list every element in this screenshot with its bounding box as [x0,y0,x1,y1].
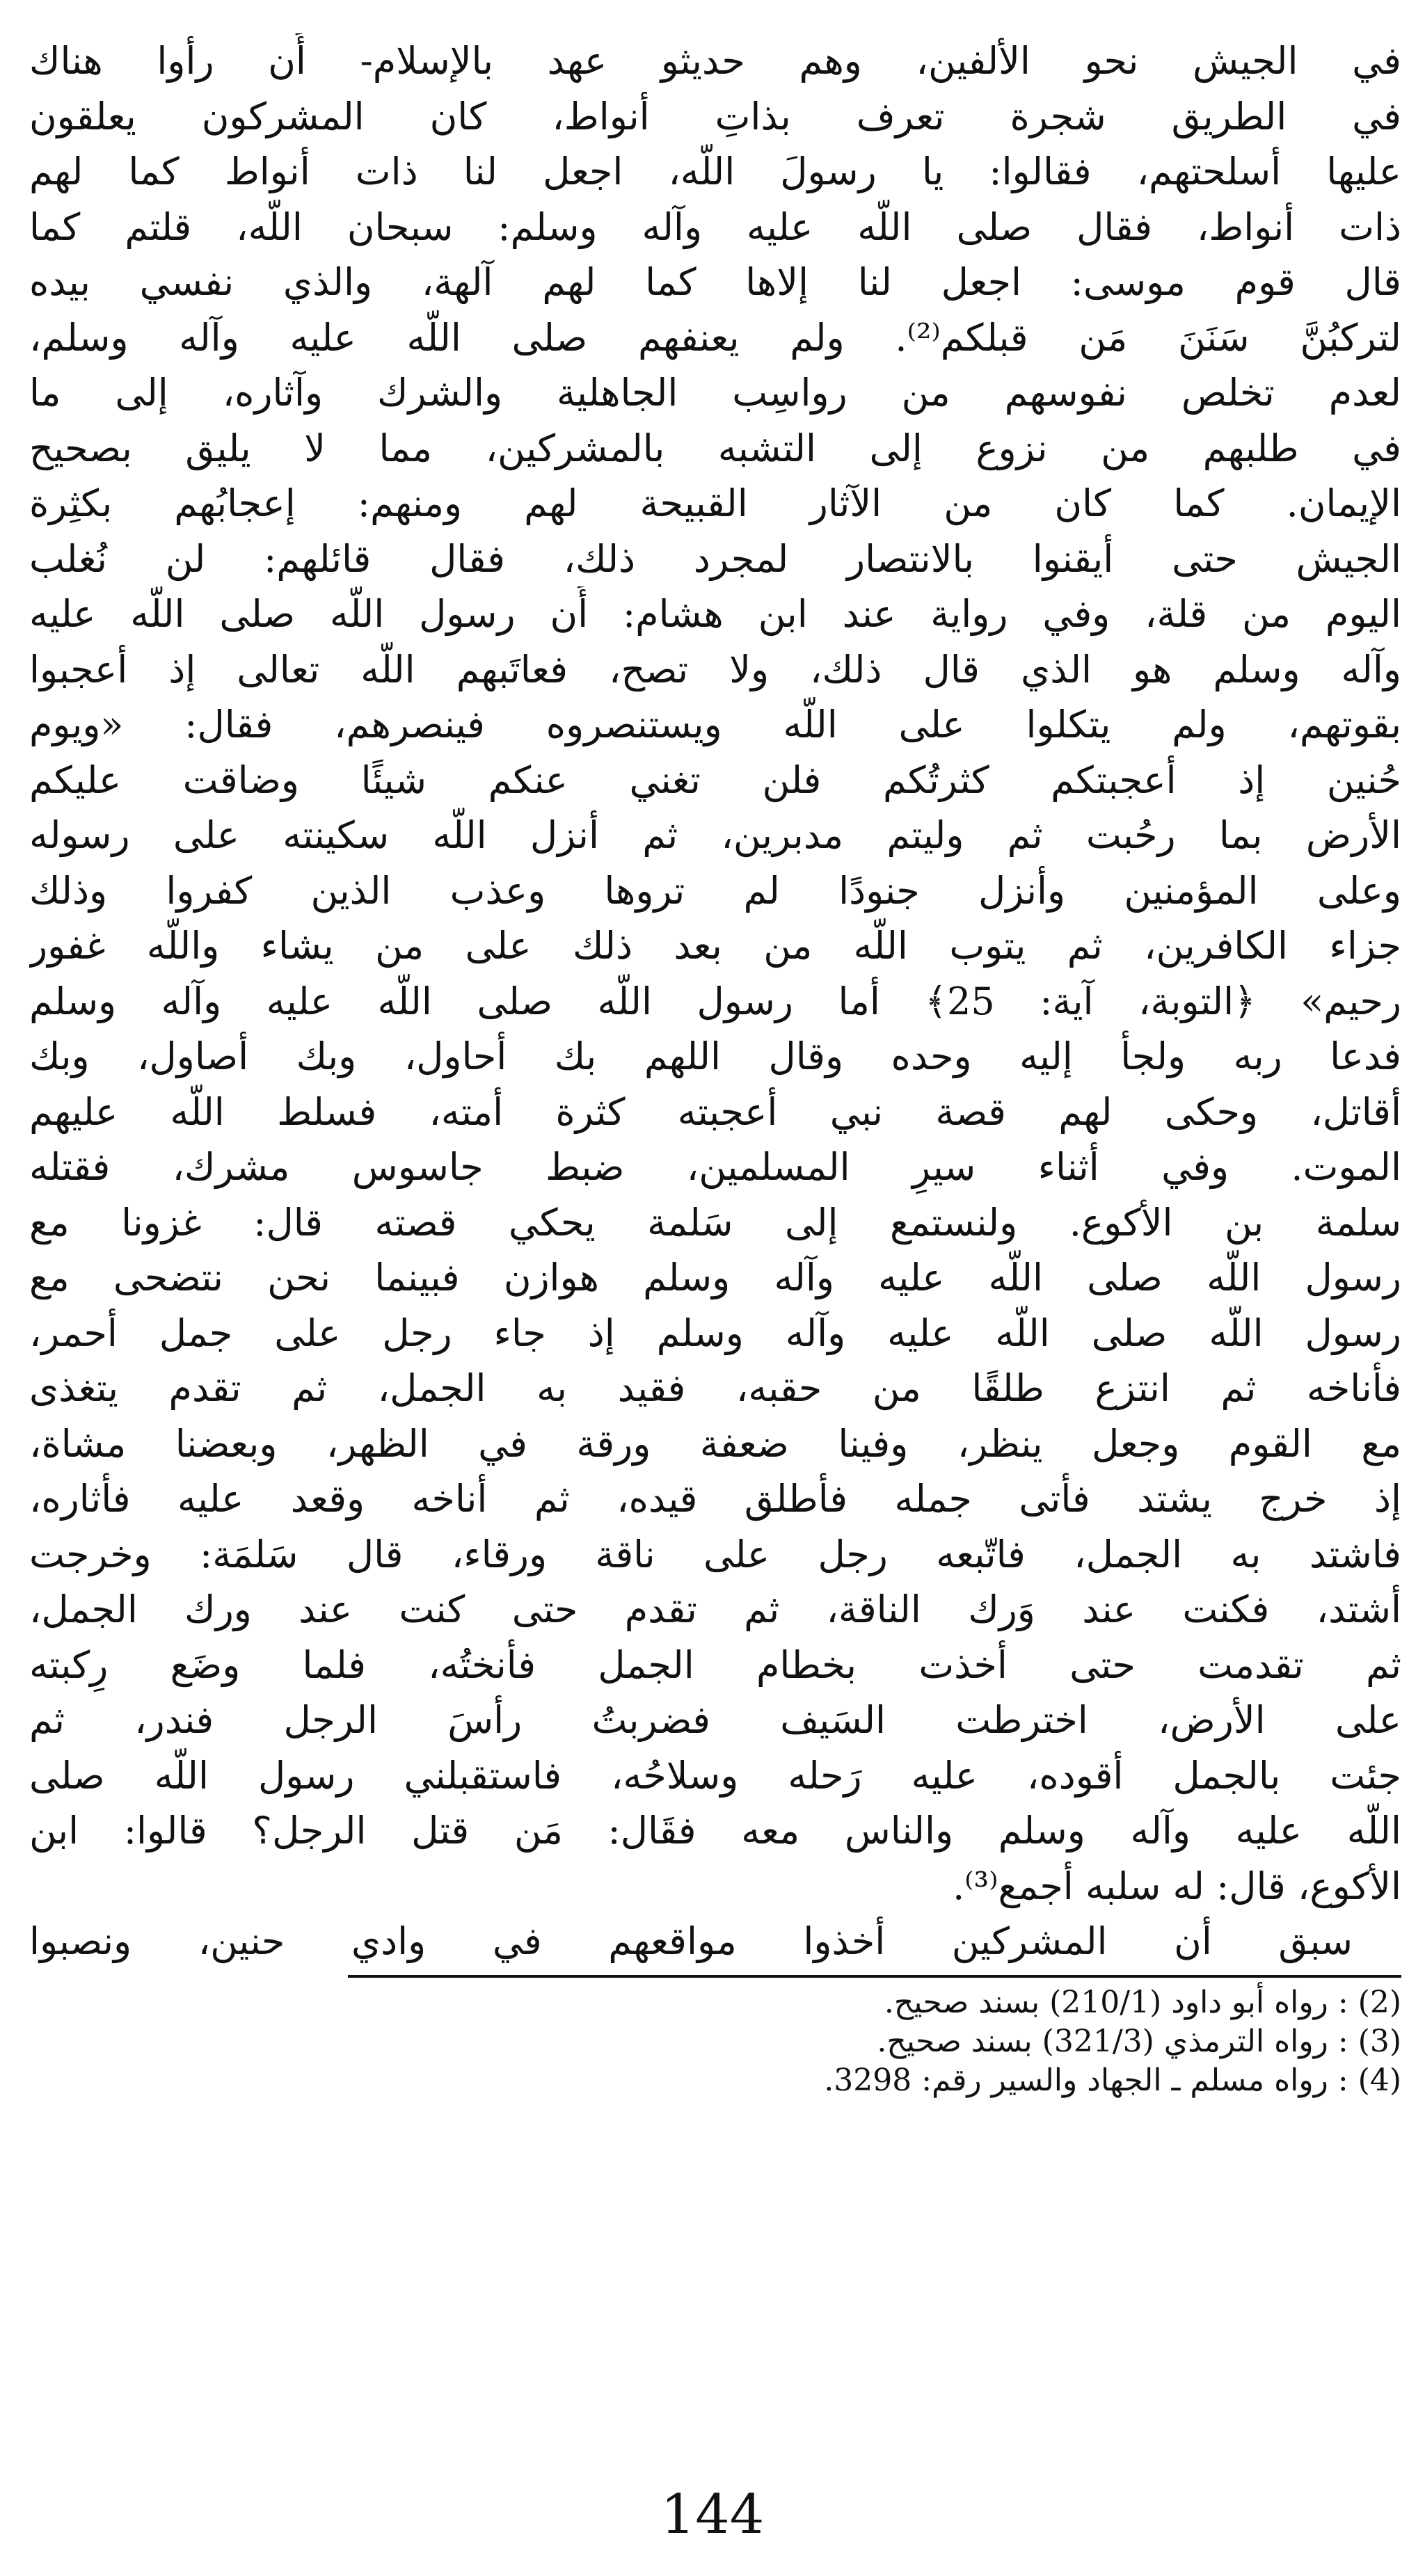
text-line: على الأرض، اخترطت السَيف فضربتُ رأسَ الرجل فندر، ثم [29,1698,1401,1742]
text-line: الأرض بما رحُبت ثم وليتم مدبرين، ثم أنزل اللّه سكينته على رسوله [29,813,1401,857]
text-line: في الطريق شجرة تعرف بذاتِ أنواط، كان المشركون يعلقون [29,94,1401,138]
text-line: رحيم» ﴿التوبة، آية: 25﴾ أما رسول اللّه صلى اللّه عليه وآله وسلم [29,979,1401,1023]
text-line: وآله وسلم هو الذي قال ذلك، ولا تصح، فعاتَبهم اللّه تعالى إذ أعجبوا [29,647,1401,691]
footnotes [29,1983,1401,2100]
text-line: مع القوم وجعل ينظر، وفينا ضعفة ورقة في الظهر، وبعضنا مشاة، [29,1421,1401,1466]
text-line: اليوم من قلة، وفي رواية عند ابن هشام: أَن رسول اللّه صلى اللّه عليه [29,592,1401,636]
text-line: أشتد، فكنت عند وَرك الناقة، ثم تقدم حتى كنت عند ورك الجمل، [29,1587,1401,1631]
text-line: فأناخه ثم انتزع طلقًا من حقبه، فقيد به الجمل، ثم تقدم يتغذى [29,1366,1401,1410]
text-line: قال قوم موسى: اجعل لنا إلاها كما لهم آلهة، والذي نفسي بيده [29,260,1401,304]
footnote: (2) : رواه أبو داود (210/1) بسند صحيح. [884,1985,1401,2020]
text-line: سبق أن المشركين أخذوا مواقعهم في وادي حنين، ونصبوا [29,1919,1353,1963]
page-number: 144 [660,2483,765,2546]
text-line: حُنين إذ أعجبتكم كثرتُكم فلن تغني عنكم شيئًا وضاقت عليكم [29,758,1401,802]
text-line: لتركبُنَّ سَنَنَ مَن قبلكم⁽²⁾. ولم يعنفهم صلى اللّه عليه وآله وسلم، [29,315,1401,360]
text-line: إذ خرج يشتد فأتى جمله فأطلق قيده، ثم أناخه وقعد عليه فأثاره، [29,1477,1401,1521]
text-line: عليها أسلحتهم، فقالوا: يا رسولَ اللّه، اجعل لنا ذات أنواط كما لهم [29,150,1401,193]
text-line: ثم تقدمت حتى أخذت بخطام الجمل فأنختُه، فلما وضَع رِكبته [29,1642,1401,1687]
text-line: فدعا ربه ولجأ إليه وحده وقال اللهم بك أحاول، وبك أصاول، وبك [29,1034,1401,1078]
text-line: رسول اللّه صلى اللّه عليه وآله وسلم إذ جاء رجل على جمل أحمر، [29,1311,1401,1355]
footnote-separator [348,1975,1401,1978]
text-line: أقاتل، وحكى لهم قصة نبي أعجبته كثرة أمته، فسلط اللّه عليهم [29,1089,1401,1134]
text-line: في الجيش نحو الألفين، وهم حديثو عهد بالإسلام- أَن رأوا هناك [29,39,1401,83]
text-line: الأكوع، قال: له سلبه أجمع⁽³⁾. [953,1864,1401,1908]
text-line: جزاء الكافرين، ثم يتوب اللّه من بعد ذلك على من يشاء واللّه غفور [29,924,1401,968]
text-line: رسول اللّه صلى اللّه عليه وآله وسلم هوازن فبينما نحن نتضحى مع [29,1256,1401,1299]
text-line: الجيش حتى أيقنوا بالانتصار لمجرد ذلك، فقال قائلهم: لن نُغلب [29,536,1401,581]
text-line: اللّه عليه وآله وسلم والناس معه فقَال: مَن قتل الرجل؟ قالوا: ابن [29,1809,1401,1853]
text-line: في طلبهم من نزوع إلى التشبه بالمشركين، مما لا يليق بصحيح [29,426,1401,470]
text-line: جئت بالجمل أقوده، عليه رَحله وسلاحُه، فاستقبلني رسول اللّه صلى [29,1753,1401,1798]
text-line: لعدم تخلص نفوسهم من رواسِب الجاهلية والشرك وآثاره، إلى ما [29,371,1401,415]
main-text [29,33,1401,1969]
text-line: ذات أنواط، فقال صلى اللّه عليه وآله وسلم: سبحان اللّه، قلتم كما [29,205,1401,249]
footnote: (3) : رواه الترمذي (321/3) بسند صحيح. [877,2024,1401,2059]
text-line: بقوتهم، ولم يتكلوا على اللّه ويستنصروه فينصرهم، فقال: «ويوم [29,703,1401,746]
text-line: الإيمان. كما كان من الآثار القبيحة لهم ومنهم: إعجابُهم بكثِرة [29,481,1401,525]
text-line: الموت. وفي أثناء سيرِ المسلمين، ضبط جاسوس مشرك، فقتله [29,1145,1401,1189]
text-line: فاشتد به الجمل، فاتّبعه رجل على ناقة ورقاء، قال سَلمَة: وخرجت [29,1532,1401,1576]
text-line: وعلى المؤمنين وأنزل جنودًا لم تروها وعذب الذين كفروا وذلك [29,868,1401,913]
text-line: سلمة بن الأكوع. ولنستمع إلى سَلمة يحكي قصته قال: غزونا مع [29,1200,1401,1245]
footnote: (4) : رواه مسلم ـ الجهاد والسير رقم: 3298. [824,2063,1401,2098]
